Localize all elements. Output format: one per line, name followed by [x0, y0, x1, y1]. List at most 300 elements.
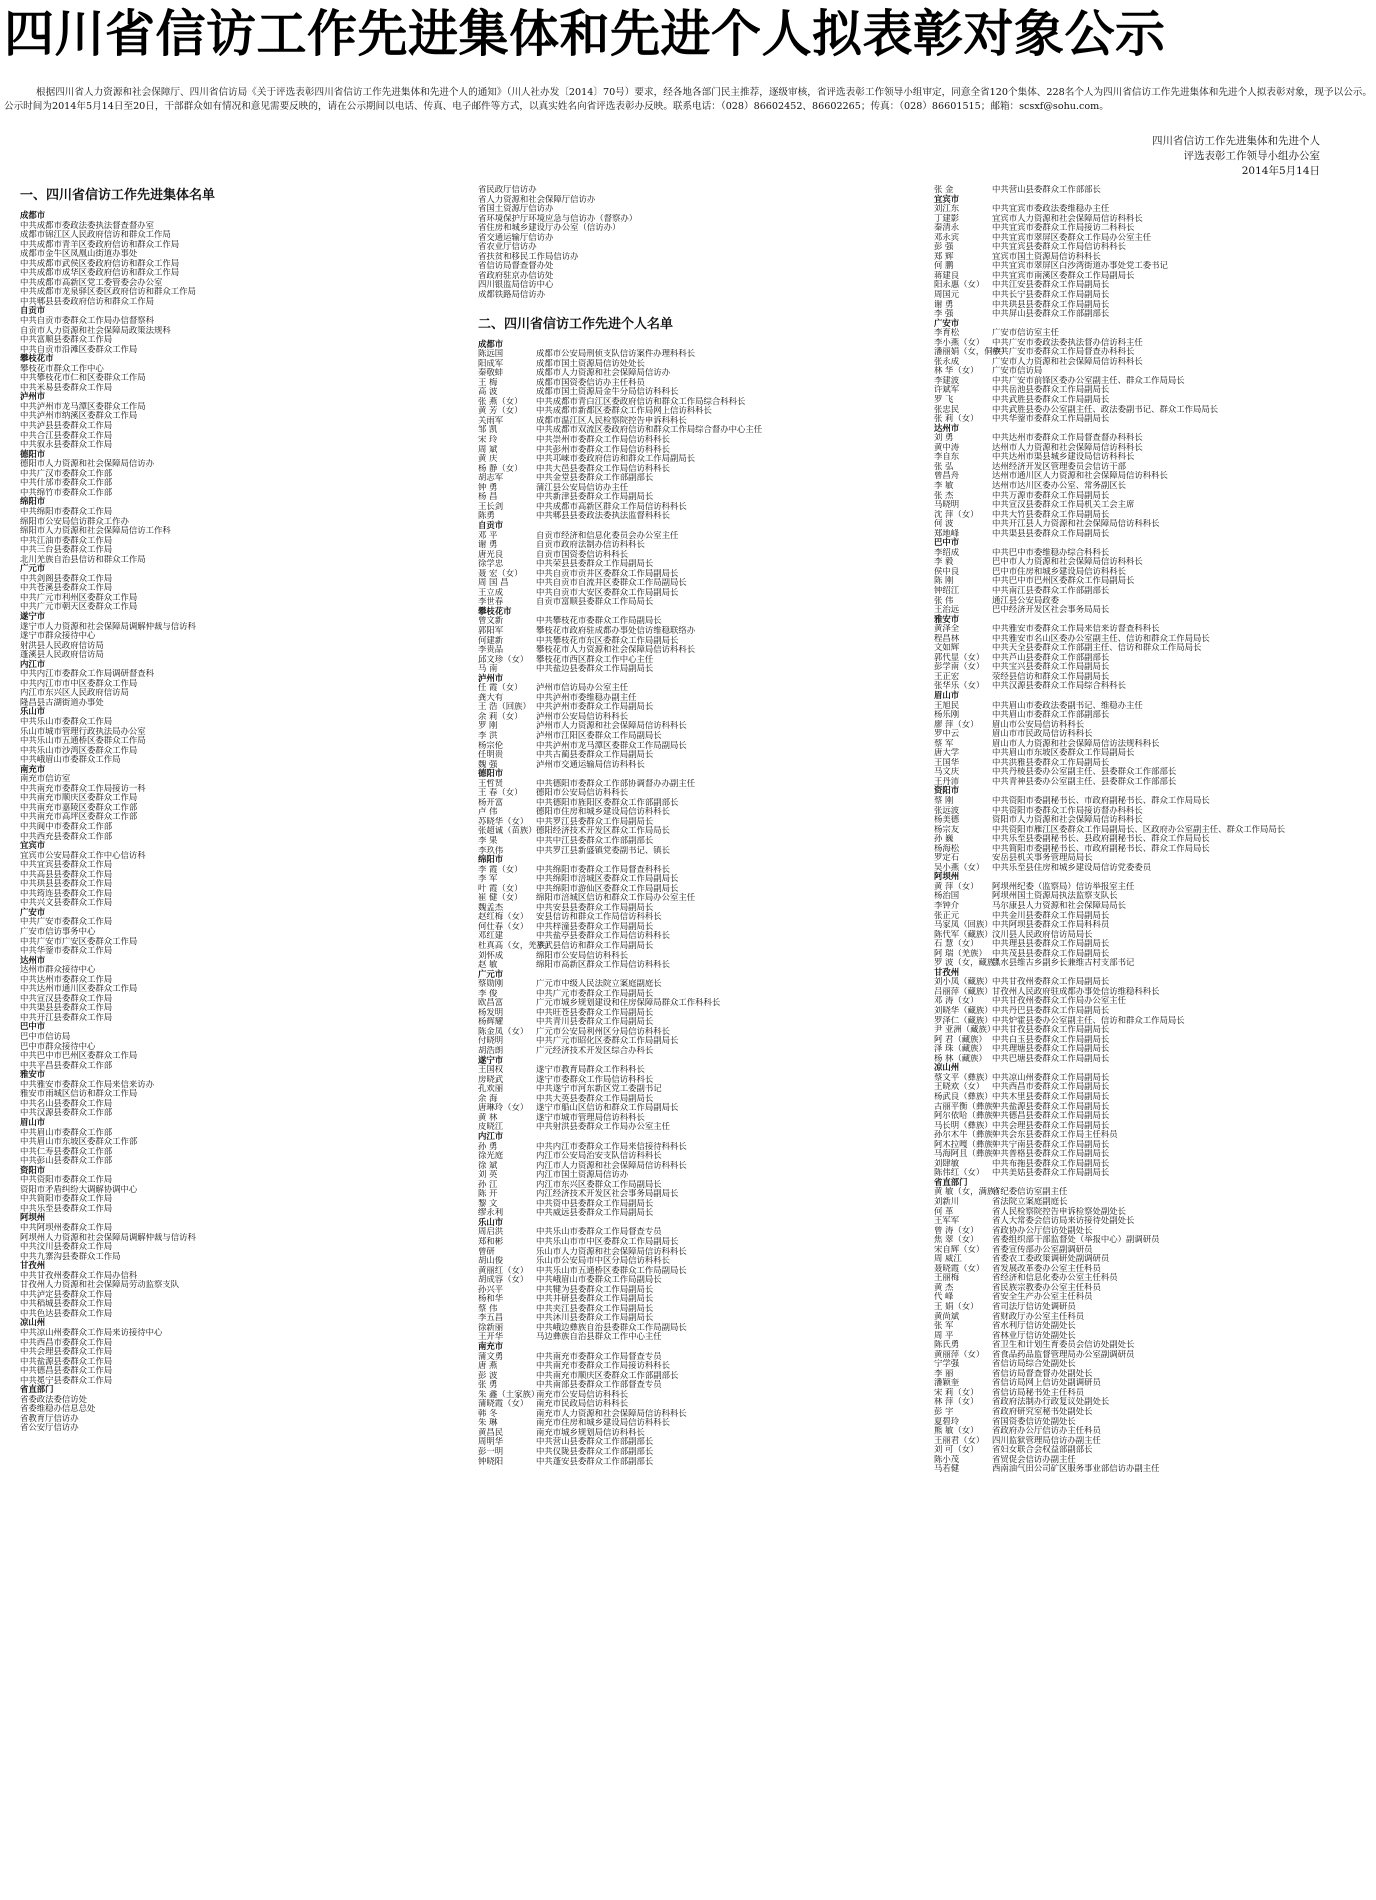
person-name: 刘小凤（藏族）	[934, 977, 993, 987]
city-heading: 自贡市	[20, 305, 46, 316]
person-title: 省人民检察院控告申诉检察处副处长	[992, 1206, 1126, 1216]
person-row	[478, 1199, 928, 1209]
person-row	[478, 731, 928, 741]
person-title: 广元经济技术开发区综合办科长	[536, 1046, 654, 1056]
collective-item: 省教育厅信访办	[20, 1413, 79, 1423]
person-row	[478, 1294, 928, 1304]
person-row	[478, 1323, 928, 1333]
collective-item: 自贡市人力资源和社会保障局政策法规科	[20, 325, 171, 335]
person-row	[478, 846, 928, 856]
person-row	[934, 481, 1374, 491]
person-name: 朱 琳	[478, 1418, 498, 1428]
person-name: 孙 巍	[934, 834, 954, 844]
person-title: 泸州市交通运输局信访科科长	[536, 759, 645, 769]
person-title: 中共广元市委群众工作局副局长	[536, 988, 654, 998]
person-name: 陈氏勇	[934, 1340, 960, 1350]
person-row	[934, 309, 1374, 319]
collective-item: 中共稻城县委群众工作局	[20, 1299, 113, 1309]
person-row	[934, 653, 1374, 663]
person-name: 李 敏	[934, 480, 954, 490]
person-row	[934, 261, 1374, 271]
person-title: 中共大竹县委群众工作局副局长	[992, 509, 1110, 519]
person-row	[478, 1352, 928, 1362]
person-row	[478, 368, 928, 378]
person-title: 中共罗江县新盛镇党委副书记、镇长	[536, 845, 670, 855]
person-title: 中共宜宾县委群众工作局信访科科长	[992, 242, 1126, 252]
person-name: 唐 燕	[478, 1361, 498, 1371]
person-row	[478, 1036, 928, 1046]
person-row	[478, 378, 928, 388]
person-row	[934, 834, 1374, 844]
person-title: 宜宾市人力资源和社会保障局信访科科长	[992, 213, 1143, 223]
person-row	[478, 636, 928, 646]
city-heading: 凉山州	[20, 1317, 46, 1328]
person-name: 赵 敏	[478, 960, 498, 970]
person-title: 中共眉山市委政法委副书记、维稳办主任	[992, 700, 1143, 710]
person-row	[934, 987, 1374, 997]
person-title: 中共青川县委群众工作局副局长	[536, 1017, 654, 1027]
collective-item: 中共泸定县委群众工作局	[20, 1289, 113, 1299]
collective-item: 中共南充市高坪区委群众工作部	[20, 812, 138, 822]
collective-item: 中共西充县委群众工作部	[20, 831, 113, 841]
person-name: 侯中良	[934, 566, 960, 576]
city-heading: 资阳市	[934, 785, 960, 796]
person-title: 广元市中级人民法院立案庭副庭长	[536, 979, 662, 989]
person-row	[934, 996, 1374, 1006]
collective-item: 宜宾市公安局群众工作中心信访科	[20, 850, 146, 860]
collective-item: 绵阳市公安局信访群众工作办	[20, 516, 129, 526]
signature-org-line2: 评选表彰工作领导小组办公室	[1183, 150, 1320, 162]
person-title: 省贸促会信访办副主任	[992, 1454, 1076, 1464]
person-title: 中共广安市委政法委执法督办信访科主任	[992, 337, 1143, 347]
person-name: 周 斌	[478, 444, 498, 454]
person-name: 陈 开	[478, 1189, 498, 1199]
person-title: 省信访局督查督办处副处长	[992, 1368, 1093, 1378]
page-title: 四川省信访工作先进集体和先进个人拟表彰对象公示	[4, 5, 1166, 63]
city-heading: 宜宾市	[20, 840, 46, 851]
person-row	[934, 1226, 1374, 1236]
column-2	[478, 185, 928, 1897]
city-heading: 甘孜州	[934, 966, 960, 977]
person-title: 蒲江县公安局信访办主任	[536, 482, 629, 492]
person-row	[934, 1417, 1374, 1427]
person-name: 胡浩朗	[478, 1046, 504, 1056]
person-name: 谢 勇	[934, 299, 954, 309]
person-name: 任 霞（女）	[478, 683, 523, 693]
person-name: 许斌军	[934, 385, 960, 395]
city-heading: 宜宾市	[934, 193, 960, 204]
person-row	[934, 1121, 1374, 1131]
collective-item: 四川银监局信访中心	[478, 280, 554, 290]
person-name: 李绍成	[934, 547, 960, 557]
person-row	[934, 777, 1374, 787]
person-name: 潘丽娟（女，侗族）	[934, 347, 1010, 357]
person-name: 刘 勇	[934, 433, 954, 443]
person-row	[478, 1103, 928, 1113]
person-row	[934, 1359, 1374, 1369]
person-row	[934, 328, 1374, 338]
collective-item: 蓬溪县人民政府信访局	[20, 650, 104, 660]
person-row	[478, 702, 928, 712]
person-row	[934, 1340, 1374, 1350]
person-name: 余 莉（女）	[478, 711, 523, 721]
person-row	[934, 1254, 1374, 1264]
person-title: 马边彝族自治县群众工作中心主任	[536, 1332, 662, 1342]
person-name: 黎 文	[478, 1198, 498, 1208]
person-title: 中共布拖县委群众工作局副局长	[992, 1158, 1110, 1168]
person-name: 龚大有	[478, 692, 504, 702]
person-title: 中共营山县委群众工作部部长	[992, 185, 1101, 194]
person-title: 成都市人力资源和社会保障局信访办	[536, 368, 670, 378]
city-heading: 阿坝州	[934, 871, 960, 882]
person-row	[934, 1331, 1374, 1341]
person-name: 阳成军	[478, 358, 504, 368]
person-title: 省政协办公厅信访处副处长	[992, 1225, 1093, 1235]
person-title: 南充市人力资源和社会保障局信访科科长	[536, 1408, 687, 1418]
person-title: 中共宁南县委群众工作局副局长	[992, 1139, 1110, 1149]
person-name: 陈 刚	[934, 576, 954, 586]
person-name: 朱 鑫（土家族）	[478, 1389, 540, 1399]
collective-item: 中共乐山市沙湾区委群众工作局	[20, 745, 138, 755]
person-title: 中共郫县县委政法委执法监督科科长	[536, 511, 670, 521]
person-name: 张远波	[934, 805, 960, 815]
person-row	[478, 941, 928, 951]
person-row	[478, 1151, 928, 1161]
person-title: 中共泸州市龙马潭区委群众工作局副局长	[536, 740, 687, 750]
person-row	[478, 788, 928, 798]
collective-item: 省扶贫和移民工作局信访办	[478, 251, 579, 261]
person-row	[934, 376, 1374, 386]
person-name: 王国权	[478, 1065, 504, 1075]
person-title: 中共甘孜县委群众工作局副局长	[992, 1025, 1110, 1035]
collective-item: 省民政厅信访办	[478, 185, 537, 194]
person-row	[478, 1247, 928, 1257]
person-name: 刘晓华（藏族）	[934, 1006, 993, 1016]
person-row	[934, 1436, 1374, 1446]
person-row	[478, 1399, 928, 1409]
person-name: 徐学忠	[478, 559, 504, 569]
person-title: 省民族宗教委办公室主任科员	[992, 1282, 1101, 1292]
person-name: 蒲晓霞（女）	[478, 1399, 529, 1409]
person-row	[478, 1180, 928, 1190]
person-name: 宁学强	[934, 1359, 960, 1369]
person-title: 南充市住房和城乡建设局信访科科长	[536, 1418, 670, 1428]
person-row	[934, 634, 1374, 644]
person-name: 叶 霞（女）	[478, 883, 523, 893]
person-row	[478, 626, 928, 636]
person-row	[934, 825, 1374, 835]
person-title: 省经济和信息化委办公室主任科员	[992, 1273, 1118, 1283]
person-title: 中共广安市前锋区委办公室副主任、群众工作局局长	[992, 375, 1185, 385]
collective-item: 中共雅安市委群众工作局来信来访办	[20, 1079, 154, 1089]
person-name: 吴小燕（女）	[934, 862, 985, 872]
person-row	[934, 443, 1374, 453]
person-row	[478, 616, 928, 626]
collective-item: 北川羌族自治县信访和群众工作局	[20, 554, 146, 564]
person-name: 尹 亚洲（藏族）	[934, 1025, 996, 1035]
person-title: 中共德昌县委群众工作局副局长	[992, 1111, 1110, 1121]
collective-item: 省信访局督查督办处	[478, 261, 554, 271]
person-row	[934, 1187, 1374, 1197]
person-row	[478, 1122, 928, 1132]
collective-item: 中共苍溪县委群众工作局	[20, 583, 113, 593]
person-row	[934, 1350, 1374, 1360]
collective-item: 中共峨眉山市委群众工作局	[20, 755, 121, 765]
person-name: 钟绍江	[934, 585, 960, 595]
person-name: 焦 翠（女）	[934, 1235, 979, 1245]
person-row	[478, 1237, 928, 1247]
person-name: 杜真高（女，羌族）	[478, 941, 554, 951]
person-title: 黑水县维古乡副乡长兼维古村支部书记	[992, 958, 1135, 968]
collective-item: 中共泸州市纳溪区委群众工作局	[20, 411, 138, 421]
person-title: 马尔康县人力资源和社会保障局局长	[992, 901, 1126, 911]
intro-paragraph: 根据四川省人力资源和社会保障厅、四川省信访局《关于评选表彰四川省信访工作先进集体和先进个人的通知》（川人社办发〔2014〕70号）要求，经各地各部门民主推荐，逐级审核，省评选表彰工作领导小组审定，同意全省120个集体、228名个人为四川省信访工作先进集体和先进个人拟表彰对象，现予以公示。公示时间为2014年5月14日至20日，干部群众如有情况和意见需要反映的，请在公示期间以电话、传真、电子邮件等方式，以真实姓名向省评选表彰办反映。联系电话：（028）86602452、86602265；传真：（028）86601515；邮箱：scsxf@sohu.com。	[4, 87, 1372, 112]
person-row	[934, 1111, 1374, 1121]
person-row	[934, 1407, 1374, 1417]
person-row	[478, 693, 928, 703]
city-heading: 攀枝花市	[478, 605, 512, 616]
person-title: 中共成都市青白江区委政府信访和群众工作局综合科科长	[536, 396, 746, 406]
person-title: 中共长宁县委群众工作局副局长	[992, 290, 1110, 300]
person-row	[478, 1189, 928, 1199]
collective-item: 成都市锦江区人民政府信访和群众工作局	[20, 230, 171, 240]
city-heading: 广安市	[20, 906, 46, 917]
city-heading: 泸州市	[478, 672, 504, 683]
person-name: 徐光庭	[478, 1151, 504, 1161]
person-row	[478, 712, 928, 722]
person-title: 中共泸州市委维稳办副主任	[536, 692, 637, 702]
person-name: 蔡 刚	[934, 796, 954, 805]
person-title: 中共盐源县委群众工作局副局长	[992, 1101, 1110, 1111]
person-name: 杨开富	[478, 797, 504, 807]
person-name: 魏 强	[478, 759, 498, 769]
collective-item: 中共乐山市委群众工作局	[20, 716, 113, 726]
collective-item: 中共南充市委群众工作局接访一科	[20, 783, 146, 793]
person-name: 罗泽仁（藏族）	[934, 1015, 993, 1025]
person-title: 广元市城乡规划建设和住房保障局群众工作科科长	[536, 998, 721, 1008]
person-row	[934, 500, 1374, 510]
person-row	[478, 1075, 928, 1085]
person-title: 中共成都市新都区委群众工作局网上信访科科长	[536, 406, 712, 416]
collective-item: 中共名山县委群众工作局	[20, 1098, 113, 1108]
city-heading: 乐山市	[478, 1216, 504, 1227]
person-name: 任明贵	[478, 750, 504, 760]
person-row	[934, 672, 1374, 682]
person-name: 陈小茂	[934, 1454, 960, 1464]
city-heading: 广元市	[478, 968, 504, 979]
collective-item: 中共泸州市龙马潭区委群众工作局	[20, 401, 146, 411]
city-heading: 自贡市	[478, 519, 504, 530]
person-title: 德阳市公安局信访科科长	[536, 788, 629, 798]
person-row	[478, 817, 928, 827]
person-row	[934, 1264, 1374, 1274]
person-title: 达州市达川区委办公室、常务副区长	[992, 480, 1126, 490]
signature-date: 2014年5月14日	[1241, 165, 1320, 177]
person-name: 杨辉耀	[478, 1017, 504, 1027]
person-name: 林 华（女）	[934, 366, 979, 376]
person-name: 杨乐刚	[934, 710, 960, 720]
person-name: 李 洪	[478, 730, 498, 740]
person-title: 中共仪陇县委群众工作部副部长	[536, 1447, 654, 1456]
person-title: 中共资阳市委群众工作局接访督办科科长	[992, 805, 1143, 815]
collective-item: 中共合江县委群众工作局	[20, 430, 113, 440]
city-heading: 凉山州	[934, 1062, 960, 1073]
person-title: 中共南充市顺庆区委群众工作部副部长	[536, 1370, 679, 1380]
person-row	[934, 519, 1374, 529]
person-row	[934, 701, 1374, 711]
person-title: 省财政厅办公室主任科员	[992, 1311, 1085, 1321]
person-title: 自贡市富顺县委群众工作局局长	[536, 597, 654, 607]
person-name: 皮晓江	[478, 1122, 504, 1132]
person-name: 宋自辉（女）	[934, 1244, 985, 1254]
person-title: 中共绵阳市涪城区委群众工作局副局长	[536, 874, 679, 884]
person-name: 李玖伟	[478, 845, 504, 855]
collective-item: 中共达州市委群众工作局	[20, 974, 113, 984]
person-title: 绵阳市涪城区信访和群众工作局办公室主任	[536, 893, 696, 903]
person-title: 省国资委信访处副处长	[992, 1416, 1076, 1426]
individual-list-part1	[478, 340, 928, 1467]
person-title: 中共德阳市旌阳区委群众工作部副部长	[536, 797, 679, 807]
person-title: 汶川县人民政府信访局局长	[992, 929, 1093, 939]
person-title: 达州市人力资源和社会保障局信访科科长	[992, 442, 1143, 452]
person-row	[478, 511, 928, 521]
collective-item: 中共渠县县委群众工作局	[20, 1003, 113, 1013]
person-name: 黄中涛	[934, 442, 960, 452]
person-name: 陈勇	[478, 511, 495, 521]
person-row	[934, 1149, 1374, 1159]
person-name: 张 莉（女）	[934, 414, 979, 424]
person-row	[934, 548, 1374, 558]
person-row	[934, 930, 1374, 940]
collective-item: 中共巴中市巴州区委群众工作局	[20, 1051, 138, 1061]
person-title: 中共新津县委群众工作局副局长	[536, 492, 654, 502]
collective-list-part1	[20, 211, 460, 1433]
person-title: 中共蓬安县委群众工作部副部长	[536, 1456, 654, 1466]
city-heading: 内江市	[20, 658, 46, 669]
person-name: 邓永宾	[934, 232, 960, 242]
person-name: 曾研	[478, 1246, 495, 1256]
person-row	[478, 807, 928, 817]
collective-item: 省国土资源厅信访办	[478, 204, 554, 214]
person-name: 李 果	[478, 836, 498, 845]
person-name: 杨发明	[478, 1007, 504, 1017]
person-name: 郭代显（女）	[934, 652, 985, 662]
person-title: 四川监狱管理局信访办副主任	[992, 1435, 1101, 1445]
collective-item: 中共眉山市东坡区委群众工作部	[20, 1137, 138, 1147]
person-row	[478, 998, 928, 1008]
collective-item: 中共凉山州委群众工作局来访接待中心	[20, 1327, 163, 1337]
person-row	[478, 1380, 928, 1390]
person-title: 中共邛崃市委政府信访和群众工作局副局长	[536, 454, 696, 464]
person-row	[934, 1092, 1374, 1102]
person-title: 乐山市公安局市中区分局信访科科长	[536, 1256, 670, 1266]
collective-item: 中共广元市朝天区委群众工作局	[20, 602, 138, 612]
city-heading: 南充市	[478, 1340, 504, 1351]
person-row	[478, 1285, 928, 1295]
person-row	[934, 1216, 1374, 1226]
person-name: 王晓欢（女）	[934, 1082, 985, 1092]
person-name: 黄 林	[478, 1112, 498, 1122]
collective-list-part2	[478, 185, 928, 300]
person-name: 张永成	[934, 356, 960, 366]
person-row	[934, 1197, 1374, 1207]
collective-item: 中共剑阁县委群众工作局	[20, 573, 113, 583]
city-heading: 达州市	[20, 954, 46, 965]
person-row	[934, 1464, 1374, 1474]
person-row	[934, 433, 1374, 443]
person-name: 王正宏	[934, 671, 960, 681]
person-name: 黄尚斌	[934, 1311, 960, 1321]
person-row	[934, 510, 1374, 520]
person-name: 邱文珍（女）	[478, 654, 529, 664]
collective-item: 中共华蓥市委群众工作局	[20, 946, 113, 956]
person-name: 彭 波	[478, 1370, 498, 1380]
person-name: 刘肆敏	[934, 1158, 960, 1168]
person-title: 内江市人力资源和社会保障局信访科科长	[536, 1160, 687, 1170]
person-title: 遂宁市船山区信访和群众工作局副局长	[536, 1103, 679, 1113]
person-title: 中共开江县人力资源和社会保障局信访科科长	[992, 519, 1160, 529]
person-row	[478, 750, 928, 760]
person-row	[934, 586, 1374, 596]
person-title: 绵阳市公安局信访科科长	[536, 950, 629, 960]
person-title: 省信访局秘书处主任科员	[992, 1387, 1085, 1397]
collective-item: 中共汉源县委群众工作部	[20, 1108, 113, 1118]
person-name: 缪永利	[478, 1208, 504, 1218]
person-title: 中共甘孜州委群众工作局办公室主任	[992, 996, 1126, 1006]
person-name: 马若健	[934, 1464, 960, 1474]
person-name: 何仕春（女）	[478, 921, 529, 931]
person-title: 阿坝州纪委（监察局）信访举报室主任	[992, 881, 1135, 891]
person-row	[478, 597, 928, 607]
person-title: 南充市公安局信访科科长	[536, 1389, 629, 1399]
signature-block	[1000, 134, 1320, 179]
person-title: 省法院立案庭副庭长	[992, 1196, 1068, 1206]
city-heading: 甘孜州	[20, 1260, 46, 1271]
person-row	[478, 1447, 928, 1457]
person-name: 李世春	[478, 597, 504, 607]
person-row	[934, 347, 1374, 357]
person-title: 中共成都市双流区委政府信访和群众工作局综合督办中心主任	[536, 425, 763, 435]
person-name: 马家凤（回族）	[934, 920, 993, 930]
person-name: 泽 珠（藏族）	[934, 1044, 987, 1054]
person-name: 徐 斌	[478, 1160, 498, 1170]
person-title: 巴中经济开发区社会事务局局长	[992, 605, 1110, 615]
city-heading: 广元市	[20, 563, 46, 574]
person-row	[478, 865, 928, 875]
person-title: 中共宣汉县委群众工作局机关工会主席	[992, 500, 1135, 510]
person-name: 吕丽萍（藏族）	[934, 986, 993, 996]
person-title: 中共岳池县委群众工作局副局长	[992, 385, 1110, 395]
person-name: 阳永惠（女）	[934, 280, 985, 290]
person-title: 南充市民政局信访科科长	[536, 1399, 629, 1409]
person-name: 唐大学	[934, 748, 960, 758]
person-row	[478, 473, 928, 483]
collective-item: 隆昌县古湖街道办事处	[20, 697, 104, 707]
person-title: 中共南江县委群众工作部副部长	[992, 585, 1110, 595]
person-name: 黄 芳（女）	[478, 406, 523, 416]
person-row	[934, 1292, 1374, 1302]
person-name: 黄丽红（女）	[478, 1265, 529, 1275]
person-title: 成都市国土资源局信访处处长	[536, 358, 645, 368]
person-title: 中共旺苍县委群众工作局副局长	[536, 1007, 654, 1017]
person-row	[934, 1302, 1374, 1312]
person-title: 中共宝兴县委群众工作局副局长	[992, 662, 1110, 672]
collective-item: 中共阆中市委群众工作部	[20, 822, 113, 831]
person-title: 中共乐山市五通桥区委群众工作局副局长	[536, 1265, 687, 1275]
person-title: 遂宁市城市管理局信访科科长	[536, 1112, 645, 1122]
city-heading: 眉山市	[20, 1116, 46, 1127]
collective-item: 乐山市城市管理行政执法局办公室	[20, 726, 146, 736]
